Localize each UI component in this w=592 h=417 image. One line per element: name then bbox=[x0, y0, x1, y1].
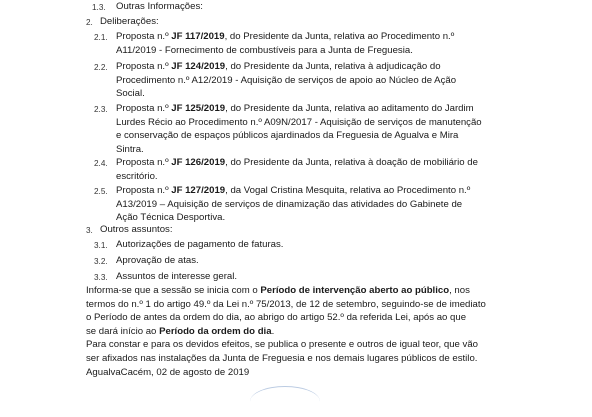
item-number: 1.3. bbox=[92, 3, 106, 12]
section-number: 2. bbox=[86, 18, 93, 27]
section-title-outros-assuntos: Outros assuntos: bbox=[100, 224, 173, 235]
stamp-arc bbox=[250, 386, 320, 417]
item-outras-informacoes: Outras Informações: bbox=[116, 1, 203, 12]
item-number: 2.5. bbox=[94, 187, 108, 196]
item-aprovacao-atas: Aprovação de atas. bbox=[116, 255, 199, 266]
item-number: 3.1. bbox=[94, 241, 108, 250]
proposal-2-2: Proposta n.º JF 124/2019, do Presidente da Junta, relativa à adjudicação do Procedimento n.º A12/2019 - Aquisição de serviços de apoio ao Núcleo de Ação Social. bbox=[116, 61, 457, 99]
proposal-2-5: Proposta n.º JF 127/2019, da Vogal Cristina Mesquita, relativa ao Procedimento n.º A13/2019 – Aquisição de serviços de dinamização das atividades do Gabinete de Ação Técnica Desportiva. bbox=[116, 185, 471, 223]
item-number: 2.4. bbox=[94, 159, 108, 168]
item-number: 2.2. bbox=[94, 63, 108, 72]
paragraph-informa: Informa-se que a sessão se inicia com o Período de intervenção aberto ao público, nos termos do n.º 1 do artigo 49.º da Lei n.º 75/2013, de 12 de setembro, seguindo-se de imediato o Período de antes da ordem do dia, ao abrigo do artigo 52.º da referida Lei, após ao que se dará início ao Período da ordem do dia. bbox=[86, 285, 486, 337]
document-date: AgualvaCacém, 02 de agosto de 2019 bbox=[86, 367, 250, 378]
section-number: 3. bbox=[86, 226, 93, 235]
item-number: 3.3. bbox=[94, 273, 108, 282]
section-title-deliberacoes: Deliberações: bbox=[100, 16, 159, 27]
proposal-2-1: Proposta n.º JF 117/2019, do Presidente da Junta, relativa ao Procedimento n.º A11/2019 - Fornecimento de combustíveis para a Junta de Freguesia. bbox=[116, 31, 455, 56]
item-number: 2.1. bbox=[94, 33, 108, 42]
proposal-2-3: Proposta n.º JF 125/2019, do Presidente da Junta, relativa ao aditamento do Jardim Lurdes Récio ao Procedimento n.º A09N/2017 - Aquisição de serviços de manutenção e conservação de espaços públicos ajardinados da Freguesia de Agualva e Mira Sintra. bbox=[116, 103, 482, 155]
proposal-2-4: Proposta n.º JF 126/2019, do Presidente da Junta, relativa à doação de mobiliário de escritório. bbox=[116, 157, 478, 182]
item-number: 3.2. bbox=[94, 257, 108, 266]
item-number: 2.3. bbox=[94, 105, 108, 114]
item-assuntos-interesse: Assuntos de interesse geral. bbox=[116, 271, 238, 282]
item-autorizacoes: Autorizações de pagamento de faturas. bbox=[116, 239, 284, 250]
paragraph-para-constar: Para constar e para os devidos efeitos, se publica o presente e outros de igual teor, que vão ser afixados nas instalações da Junta de Freguesia e nos demais lugares públicos de estilo. bbox=[86, 339, 478, 364]
